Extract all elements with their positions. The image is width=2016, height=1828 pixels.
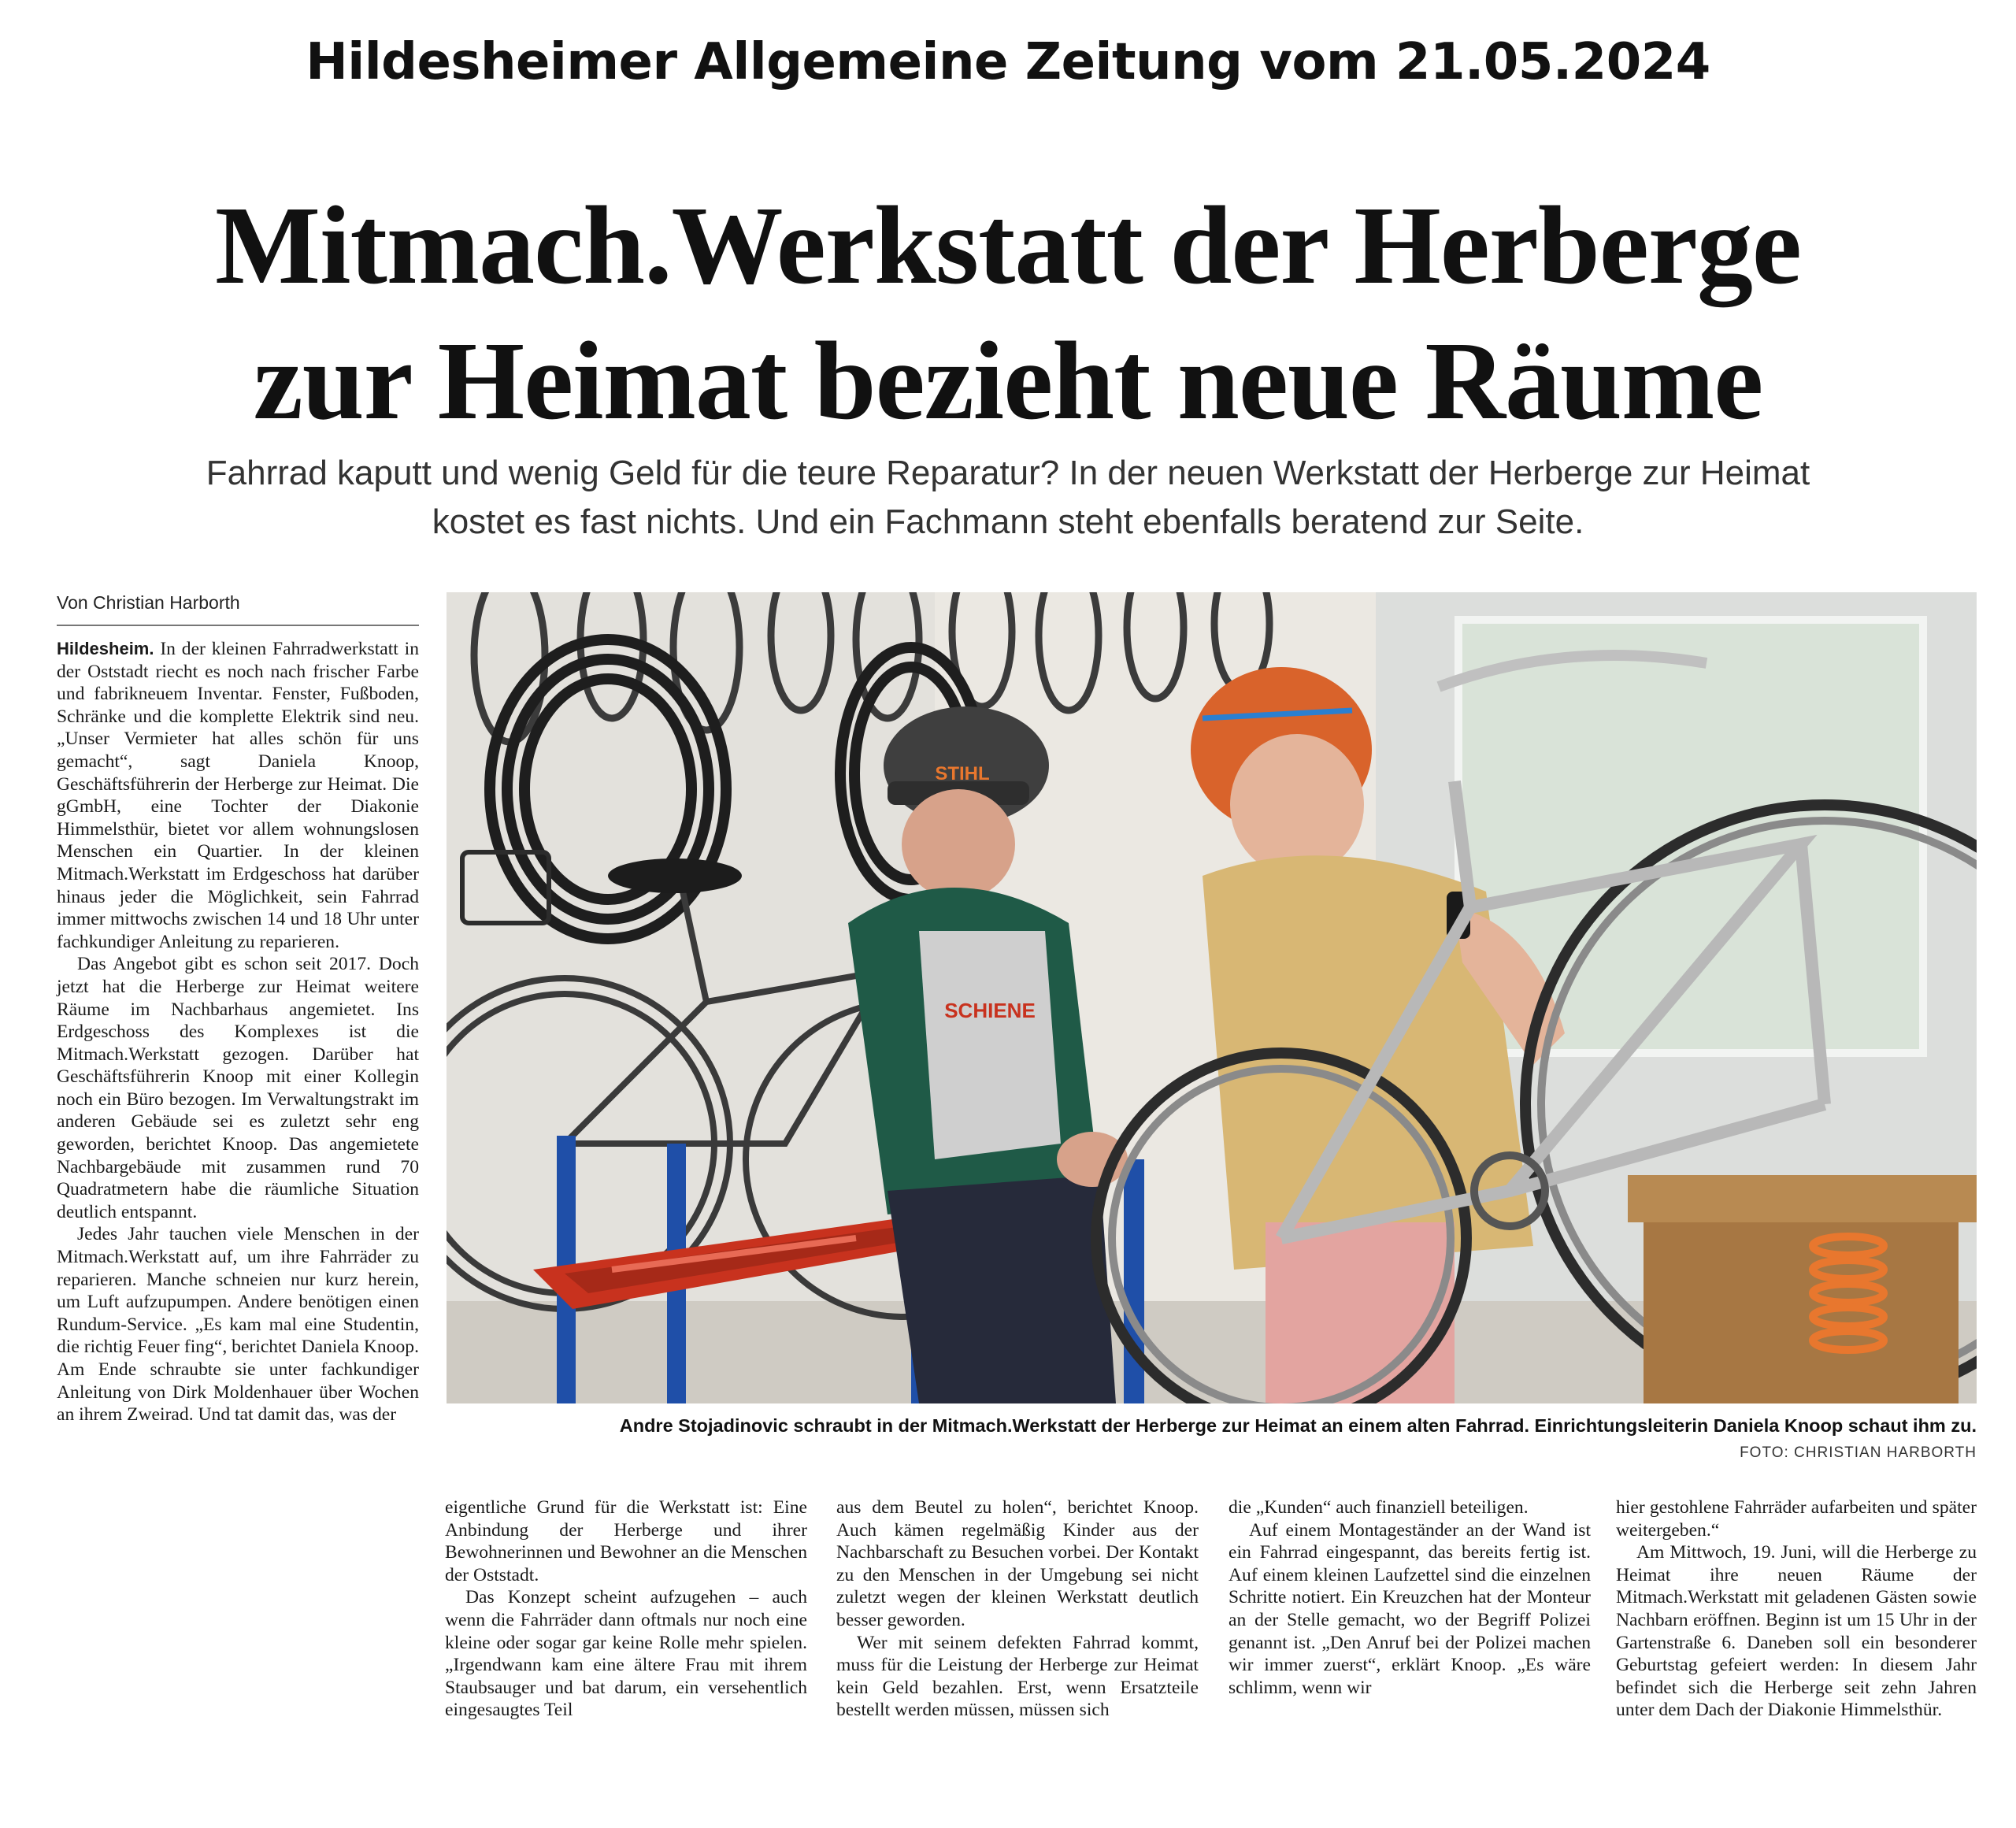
- byline: Von Christian Harborth: [57, 592, 419, 626]
- paragraph: [57, 638, 419, 953]
- paragraph: Wer mit seinem defekten Fahrrad kommt, muss für die Leistung der Herberge zur Heimat kein Geld bezahlen. Erst, wenn Ersatzteile bestellt werden müssen, müssen sich: [836, 1632, 1199, 1721]
- text-column-2: [445, 1496, 807, 1722]
- paragraph: Das Konzept scheint aufzugehen – auch wenn die Fahrräder dann oftmals nur noch eine kleine oder sogar gar keine Rolle mehr spielen. „Irgendwann kam eine ältere Frau mit ihrem Staubsauger und bat darum, ein versehentlich eingesaugtes Teil: [445, 1587, 807, 1721]
- paragraph: eigentliche Grund für die Werkstatt ist: Eine Anbindung der Herberge und ihrer Bewohnerinnen und Bewohner an die Menschen der Oststadt.: [445, 1497, 807, 1585]
- paragraph: aus dem Beutel zu holen“, berichtet Knoop. Auch kämen regelmäßig Kinder aus der Nachbarschaft zu Besuchen vorbei. Der Kontakt zu den Menschen in der Umgebung sei nicht zuletzt wegen der kleinen Werkstatt deutlich besser geworden.: [836, 1497, 1199, 1630]
- paragraph: Das Angebot gibt es schon seit 2017. Doch jetzt hat die Herberge zur Heimat weitere Räume im Nachbarhaus angemietet. Ins Erdgeschoss des Komplexes ist die Mitmach.Werkstatt gezogen. Darüber hat Geschäftsführerin Knoop mit einer Kollegin noch ein Büro bezogen. Im Verwaltungstrakt im anderen Gebäude sei es zuletzt sehr eng geworden, berichtet Knoop. Das angemietete Nachbargebäude mit zusammen rund 70 Quadratmetern habe die räumliche Situation deutlich entspannt.: [57, 954, 419, 1222]
- headline-line-1: Mitmach.Werkstatt der Herberge: [215, 183, 1801, 307]
- paragraph: hier gestohlene Fahrräder aufarbeiten und später weitergeben.“: [1616, 1497, 1977, 1541]
- text-column-5: [1616, 1496, 1977, 1722]
- subhead-line-2: kostet es fast nichts. Und ein Fachmann steht ebenfalls beratend zur Seite.: [432, 502, 1584, 541]
- photo-caption: Andre Stojadinovic schraubt in der Mitmach.Werkstatt der Herberge zur Heimat an einem alten Fahrrad. Einrichtungsleiterin Daniela Knoop schaut ihm zu.: [619, 1415, 1977, 1436]
- cap-label: STIHL: [935, 763, 990, 784]
- paragraph: Jedes Jahr tauchen viele Menschen in der Mitmach.Werkstatt auf, um ihre Fahrräder zu reparieren. Manche schneien nur kurz herein, um Luft aufzupumpen. Andere benötigen einen Rundum-Service. „Es kam mal eine Studentin, die richtig Feuer fing“, berichtet Daniela Knoop. Am Ende schraubte sie unter fachkundiger Anleitung von Dirk Moldenhauer über Wochen an ihrem Zweirad. Und tat damit das, was der: [57, 1224, 419, 1426]
- paragraph: Auf einem Montageständer an der Wand ist ein Fahrrad eingespannt, das bereits fertig ist. Auf einem kleinen Laufzettel sind die einzelnen Schritte notiert. Ein Kreuzchen hat der Monteur an der Stelle gemacht, wo der Begriff Polizei genannt ist. „Den Anruf bei der Polizei machen wir immer zuerst“, erklärt Knoop. „Es wäre schlimm, wenn wir: [1228, 1519, 1591, 1698]
- text-column-1: [57, 638, 419, 1426]
- newspaper-date-header: Hildesheimer Allgemeine Zeitung vom 21.05.2024: [306, 33, 1710, 91]
- headline-line-2: zur Heimat bezieht neue Räume: [253, 318, 1763, 443]
- article-subheadline: [47, 449, 1969, 547]
- text-column-4: [1228, 1496, 1591, 1699]
- shirt-label: SCHIENE: [944, 999, 1036, 1022]
- paragraph-text: In der kleinen Fahrradwerkstatt in der Oststadt riecht es noch nach frischer Farbe und fabrikneuem Inventar. Fenster, Fußboden, Schränke und die komplette Elektrik sind neu. „Unser Vermieter hat alles schön für uns gemacht“, sagt Daniela Knoop, Geschäftsführerin der Herberge zur Heimat. Die gGmbH, eine Tochter der Diakonie Himmelsthür, bietet vor allem wohnungslosen Menschen ein Quartier. In der kleinen Mitmach.Werkstatt im Erdgeschoss hat darüber hinaus jeder die Möglichkeit, sein Fahrrad immer mittwochs zwischen 14 und 18 Uhr unter fachkundiger Anleitung zu reparieren.: [57, 639, 420, 952]
- text-column-3: [836, 1496, 1199, 1722]
- paragraph: die „Kunden“ auch finanziell beteiligen.: [1228, 1497, 1529, 1518]
- subhead-line-1: Fahrrad kaputt und wenig Geld für die teure Reparatur? In der neuen Werkstatt der Herberge zur Heimat: [206, 454, 1810, 492]
- article-photo: [447, 592, 1977, 1403]
- photo-credit: FOTO: CHRISTIAN HARBORTH: [1740, 1444, 1977, 1461]
- paragraph: Am Mittwoch, 19. Juni, will die Herberge zu Heimat ihre neuen Räume der Mitmach.Werkstatt mit geladenen Gästen sowie Nachbarn eröffnen. Beginn ist um 15 Uhr in der Gartenstraße 6. Daneben soll ein besonderer Geburtstag gefeiert werden: In diesem Jahr befindet sich die Herberge seit zehn Jahren unter dem Dach der Diakonie Himmelsthür.: [1616, 1542, 1977, 1721]
- dateline-place: Hildesheim.: [57, 639, 154, 658]
- article-headline: [94, 177, 1922, 448]
